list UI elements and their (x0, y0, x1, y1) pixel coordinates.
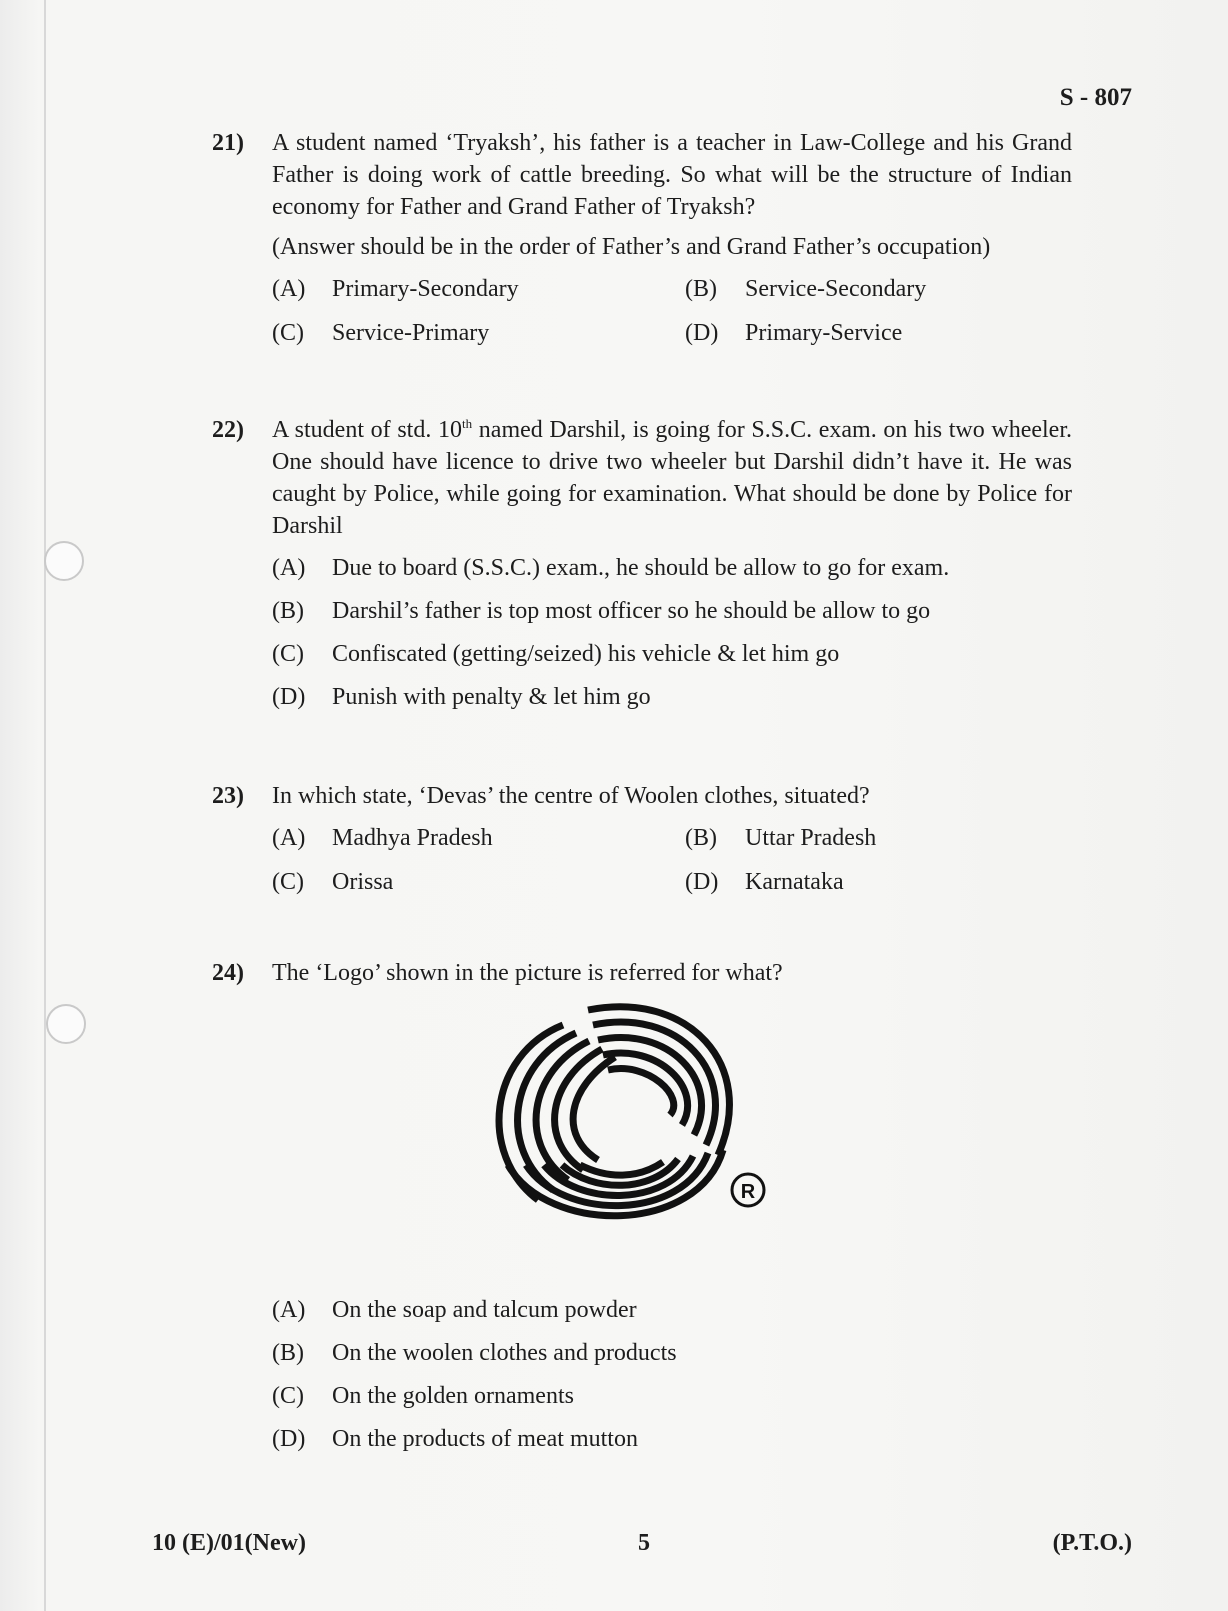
question-number: 22) (212, 417, 244, 443)
option-c: (C) Service-Primary (272, 320, 490, 346)
options-grid (272, 822, 1072, 898)
question-text: A student of std. 10th named Darshil, is going for S.S.C. exam. on his two wheeler. One should have licence to drive two wheeler but Darshil didn’t have it. He was caught by Police, while going for examination. What should be done by Police for Darshil (272, 416, 1073, 539)
option-d: (D) Primary-Service (685, 320, 903, 346)
option-a: (A) Due to board (S.S.C.) exam., he should be allow to go for exam. (272, 555, 950, 581)
question-text: In which state, ‘Devas’ the centre of Woolen clothes, situated? (272, 783, 870, 809)
question-21 (212, 127, 1072, 349)
question-text: A student named ‘Tryaksh’, his father is a teacher in Law-College and his Grand Father is doing work of cattle breeding. So what will be the structure of Indian economy for Father and Grand Father of Tryaksh? (272, 130, 1072, 220)
question-text: The ‘Logo’ shown in the picture is referred for what? (272, 960, 783, 986)
logo-loop-right (588, 1007, 729, 1155)
option-c: (C) Confiscated (getting/seized) his vehicle & let him go (272, 641, 840, 667)
option-b: (B) Darshil’s father is top most officer so he should be allow to go (272, 598, 931, 624)
options-list (272, 552, 1072, 713)
page-number: 5 (638, 1530, 650, 1556)
option-d: (D) Karnataka (685, 869, 844, 895)
footer-paper-code: 10 (E)/01(New) (152, 1530, 306, 1556)
question-number: 24) (212, 960, 244, 986)
option-b: (B) On the woolen clothes and products (272, 1340, 677, 1366)
paper-code: S - 807 (1059, 84, 1132, 111)
footer-pto: (P.T.O.) (1052, 1530, 1132, 1556)
woolmark-logo-icon (468, 985, 788, 1230)
question-number: 21) (212, 130, 244, 156)
registered-mark-letter: R (740, 1181, 756, 1203)
question-23 (212, 780, 1072, 898)
question-number: 23) (212, 783, 244, 809)
punch-hole-icon (46, 1004, 86, 1044)
question-note: (Answer should be in the order of Father’s and Grand Father’s occupation) (272, 234, 991, 260)
option-a: (A) Primary-Secondary (272, 276, 519, 302)
page-spine-shadow (44, 0, 46, 1611)
options-list (272, 1294, 1072, 1455)
question-22 (212, 414, 1072, 724)
punch-hole-icon (44, 541, 84, 581)
option-b: (B) Uttar Pradesh (685, 825, 877, 851)
option-c: (C) On the golden ornaments (272, 1383, 574, 1409)
option-b: (B) Service-Secondary (685, 276, 927, 302)
option-d: (D) On the products of meat mutton (272, 1426, 638, 1452)
option-d: (D) Punish with penalty & let him go (272, 684, 651, 710)
option-c: (C) Orissa (272, 869, 394, 895)
question-24-options (212, 1294, 1072, 1466)
option-a: (A) Madhya Pradesh (272, 825, 493, 851)
logo-loop-bottom (508, 1150, 723, 1216)
options-grid (272, 273, 1072, 349)
option-a: (A) On the soap and talcum powder (272, 1297, 637, 1323)
